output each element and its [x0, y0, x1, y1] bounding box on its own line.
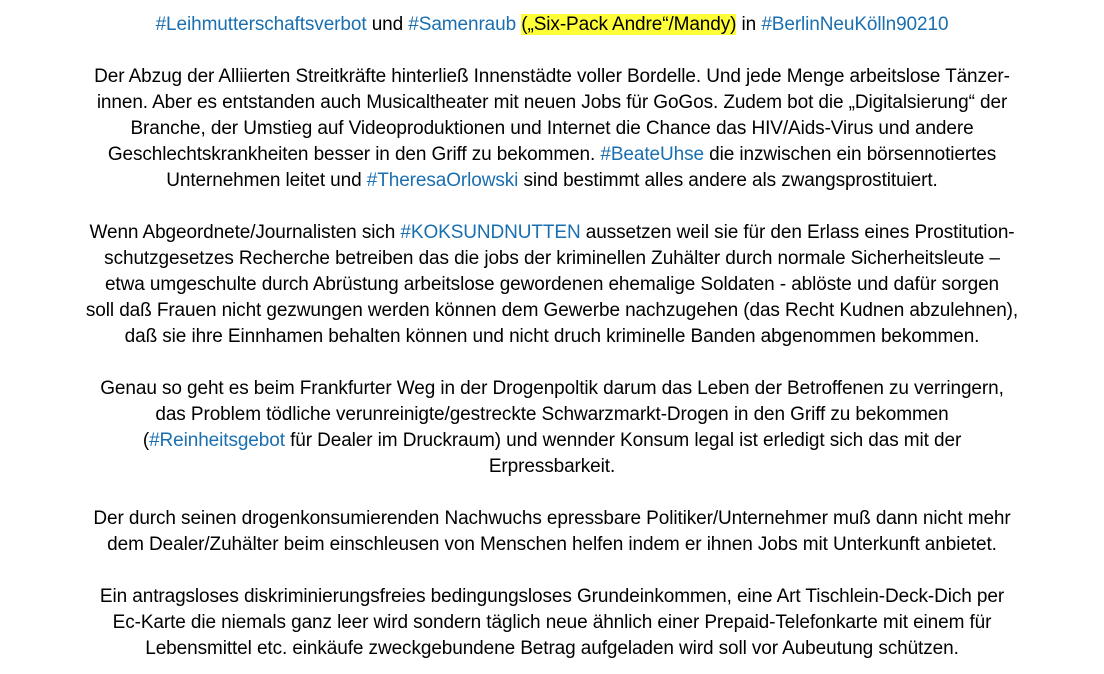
hashtag-theresaorlowski[interactable]: #TheresaOrlowski: [366, 170, 519, 191]
text-line: Der durch seinen drogenkonsumierenden Nachwuchs epressbare Politiker/Unternehmer muß dann nicht mehr: [93, 508, 1011, 529]
hashtag-berlinneukoelln[interactable]: #BerlinNeuKölln90210: [761, 14, 949, 35]
text-line: Genau so geht es beim Frankfurter Weg in der Drogenpoltik darum das Leben der Betroffenen zu verringern,: [100, 378, 1004, 399]
text-line: [0, 168, 1104, 194]
text-line: Der Abzug der Alliierten Streitkräfte hinterließ Innenstädte voller Bordelle. Und jede Menge arbeitslose Tänzer-: [94, 66, 1010, 87]
hashtag-samenraub[interactable]: #Samenraub: [408, 14, 517, 35]
text-line: daß sie ihre Einnhamen behalten können und nicht druch kriminelle Banden abgenommen bekommen.: [124, 326, 980, 347]
title-line: [0, 12, 1104, 38]
text-line: das Problem tödliche verunreinigte/gestreckte Schwarzmarkt-Drogen in den Griff zu bekommen: [155, 404, 949, 425]
text-line: schutzgesetzes Recherche betreiben das die jobs der kriminellen Zuhälter durch normale Sicherheitsleute –: [104, 248, 1000, 269]
text-fragment: Unternehmen leitet und: [166, 170, 367, 191]
hashtag-koksundnutten[interactable]: #KOKSUNDNUTTEN: [400, 222, 581, 243]
hashtag-leihmutterschaftsverbot[interactable]: #Leihmutterschaftsverbot: [155, 14, 367, 35]
text-line: Erpressbarkeit.: [488, 456, 616, 477]
title-text: und: [366, 14, 409, 35]
text-line: Branche, der Umstieg auf Videoproduktionen und Internet die Chance das HIV/Aids-Virus und andere: [130, 118, 974, 139]
text-fragment: aussetzen weil sie für den Erlass eines Prostitution-: [580, 222, 1015, 243]
text-line: [0, 142, 1104, 168]
text-fragment: die inzwischen ein börsennotiertes: [703, 144, 997, 165]
text-fragment: Geschlechtskrankheiten besser in den Griff zu bekommen.: [107, 144, 601, 165]
text-fragment: sind bestimmt alles andere als zwangsprostituiert.: [518, 170, 938, 191]
text-line: Ein antragsloses diskriminierungsfreies bedingungsloses Grundeinkommen, eine Art Tischlein-Deck-Dich per: [99, 586, 1005, 607]
text-line: Lebensmittel etc. einkäufe zweckgebundene Betrag aufgeladen wird soll vor Aubeutung schützen.: [145, 638, 959, 659]
text-line: etwa umgeschulte durch Abrüstung arbeitslose gewordenen ehemalige Soldaten - ablöste und dafür sorgen: [104, 274, 1000, 295]
title-text: in: [736, 14, 762, 35]
highlighted-text: („Six-Pack Andre“/Mandy): [521, 14, 737, 35]
text-fragment: (: [142, 430, 150, 451]
text-line: innen. Aber es entstanden auch Musicaltheater mit neuen Jobs für GoGos. Zudem bot die „Digitalsierung“ der: [96, 92, 1008, 113]
text-line: [0, 428, 1104, 454]
paragraph-5: [0, 584, 1104, 662]
text-fragment: Wenn Abgeordnete/Journalisten sich: [89, 222, 401, 243]
text-line: [0, 220, 1104, 246]
text-line: soll daß Frauen nicht gezwungen werden können dem Gewerbe nachzugehen (das Recht Kudnen abzulehnen),: [85, 300, 1019, 321]
text-line: dem Dealer/Zuhälter beim einschleusen von Menschen helfen indem er ihnen Jobs mit Unterkunft anbietet.: [107, 534, 997, 555]
paragraph-2: [0, 220, 1104, 350]
paragraph-4: [0, 506, 1104, 558]
text-line: Ec-Karte die niemals ganz leer wird sondern täglich neue ähnlich einer Prepaid-Telefonkarte mit einem für: [112, 612, 992, 633]
paragraph-3: [0, 376, 1104, 480]
text-fragment: für Dealer im Druckraum) und wennder Konsum legal ist erledigt sich das mit der: [284, 430, 962, 451]
paragraph-1: [0, 64, 1104, 194]
hashtag-reinheitsgebot[interactable]: #Reinheitsgebot: [149, 430, 285, 451]
hashtag-beateuhse[interactable]: #BeateUhse: [600, 144, 704, 165]
